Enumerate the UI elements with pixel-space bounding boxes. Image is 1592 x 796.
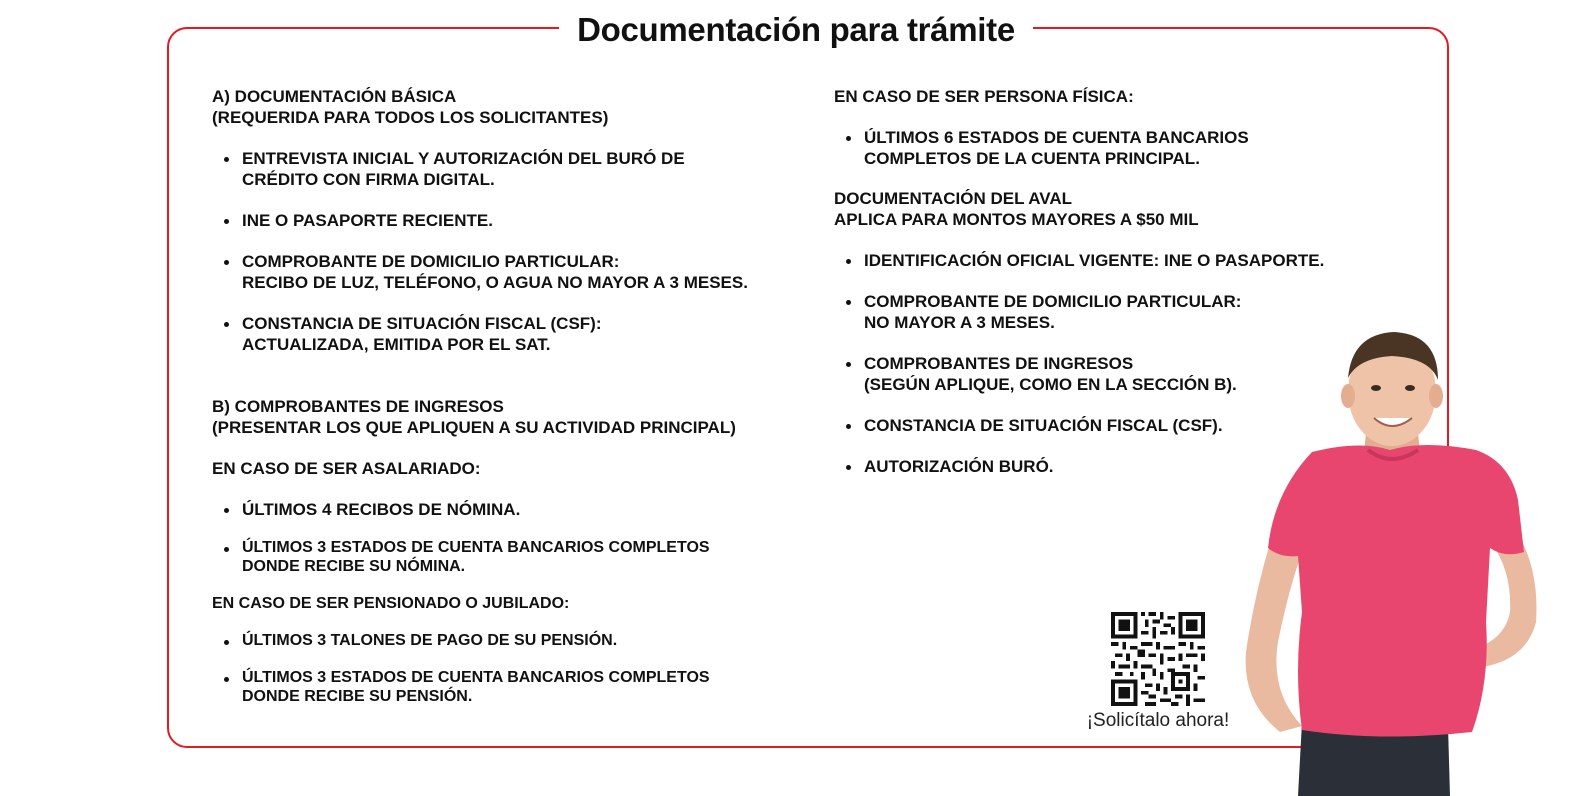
- list-item: [212, 668, 792, 706]
- list-item-line: CRÉDITO CON FIRMA DIGITAL.: [242, 170, 495, 189]
- section-a-title: A) DOCUMENTACIÓN BÁSICA: [212, 87, 457, 106]
- asalariado-heading: EN CASO DE SER ASALARIADO:: [212, 459, 481, 478]
- section-a-subtitle: (REQUERIDA PARA TODOS LOS SOLICITANTES): [212, 108, 609, 127]
- list-item-line: COMPROBANTE DE DOMICILIO PARTICULAR:: [864, 292, 1242, 311]
- section-a-list: [212, 148, 792, 355]
- list-item-line: (SEGÚN APLIQUE, COMO EN LA SECCIÓN B).: [864, 375, 1237, 394]
- qr-block: [1078, 612, 1238, 732]
- list-item-line: COMPROBANTE DE DOMICILIO PARTICULAR:: [242, 252, 620, 271]
- list-item-line: AUTORIZACIÓN BURÓ.: [864, 457, 1054, 476]
- list-item: [212, 148, 792, 190]
- person-illustration: [1240, 322, 1580, 796]
- list-item-line: IDENTIFICACIÓN OFICIAL VIGENTE: INE O PASAPORTE.: [864, 251, 1325, 270]
- list-item: [834, 250, 1394, 271]
- list-item: [212, 210, 792, 231]
- left-column: [212, 86, 792, 724]
- qr-caption: ¡Solicítalo ahora!: [1086, 710, 1230, 731]
- pensionado-list: [212, 631, 792, 706]
- section-b-heading: [212, 396, 792, 438]
- list-item: [212, 499, 792, 520]
- page-title: Documentación para trámite: [559, 8, 1033, 52]
- list-item-line: NO MAYOR A 3 MESES.: [864, 313, 1055, 332]
- list-item-line: DONDE RECIBE SU NÓMINA.: [242, 558, 466, 575]
- list-item-line: INE O PASAPORTE RECIENTE.: [242, 211, 493, 230]
- list-item-line: COMPROBANTES DE INGRESOS: [864, 354, 1134, 373]
- pensionado-heading: EN CASO DE SER PENSIONADO O JUBILADO:: [212, 595, 570, 612]
- list-item-line: CONSTANCIA DE SITUACIÓN FISCAL (CSF).: [864, 416, 1223, 435]
- list-item-line: ÚLTIMOS 3 ESTADOS DE CUENTA BANCARIOS COMPLETOS: [242, 669, 710, 686]
- list-item: [212, 538, 792, 576]
- persona-fisica-heading: EN CASO DE SER PERSONA FÍSICA:: [834, 87, 1134, 106]
- list-item-line: ÚLTIMOS 3 ESTADOS DE CUENTA BANCARIOS COMPLETOS: [242, 539, 710, 556]
- list-item-line: ACTUALIZADA, EMITIDA POR EL SAT.: [242, 335, 551, 354]
- list-item-line: COMPLETOS DE LA CUENTA PRINCIPAL.: [864, 149, 1200, 168]
- list-item-line: ÚLTIMOS 4 RECIBOS DE NÓMINA.: [242, 500, 521, 519]
- list-item: [212, 631, 792, 650]
- list-item-line: CONSTANCIA DE SITUACIÓN FISCAL (CSF):: [242, 314, 602, 333]
- section-a-heading: [212, 86, 792, 128]
- list-item: [212, 313, 792, 355]
- list-item: [834, 127, 1394, 169]
- persona-fisica-list: [834, 127, 1394, 169]
- asalariado-list: [212, 499, 792, 576]
- aval-heading: [834, 188, 1394, 230]
- section-b-subtitle: (PRESENTAR LOS QUE APLIQUEN A SU ACTIVIDAD PRINCIPAL): [212, 418, 736, 437]
- aval-subtitle: APLICA PARA MONTOS MAYORES A $50 MIL: [834, 210, 1199, 229]
- section-b-title: B) COMPROBANTES DE INGRESOS: [212, 397, 504, 416]
- list-item-line: ÚLTIMOS 3 TALONES DE PAGO DE SU PENSIÓN.: [242, 632, 618, 649]
- aval-title: DOCUMENTACIÓN DEL AVAL: [834, 189, 1072, 208]
- list-item-line: ÚLTIMOS 6 ESTADOS DE CUENTA BANCARIOS: [864, 128, 1249, 147]
- list-item-line: RECIBO DE LUZ, TELÉFONO, O AGUA NO MAYOR A 3 MESES.: [242, 273, 748, 292]
- qr-code-icon[interactable]: [1111, 612, 1205, 706]
- title-wrap: [0, 8, 1592, 52]
- list-item-line: ENTREVISTA INICIAL Y AUTORIZACIÓN DEL BURÓ DE: [242, 149, 685, 168]
- list-item-line: DONDE RECIBE SU PENSIÓN.: [242, 688, 473, 705]
- list-item: [212, 251, 792, 293]
